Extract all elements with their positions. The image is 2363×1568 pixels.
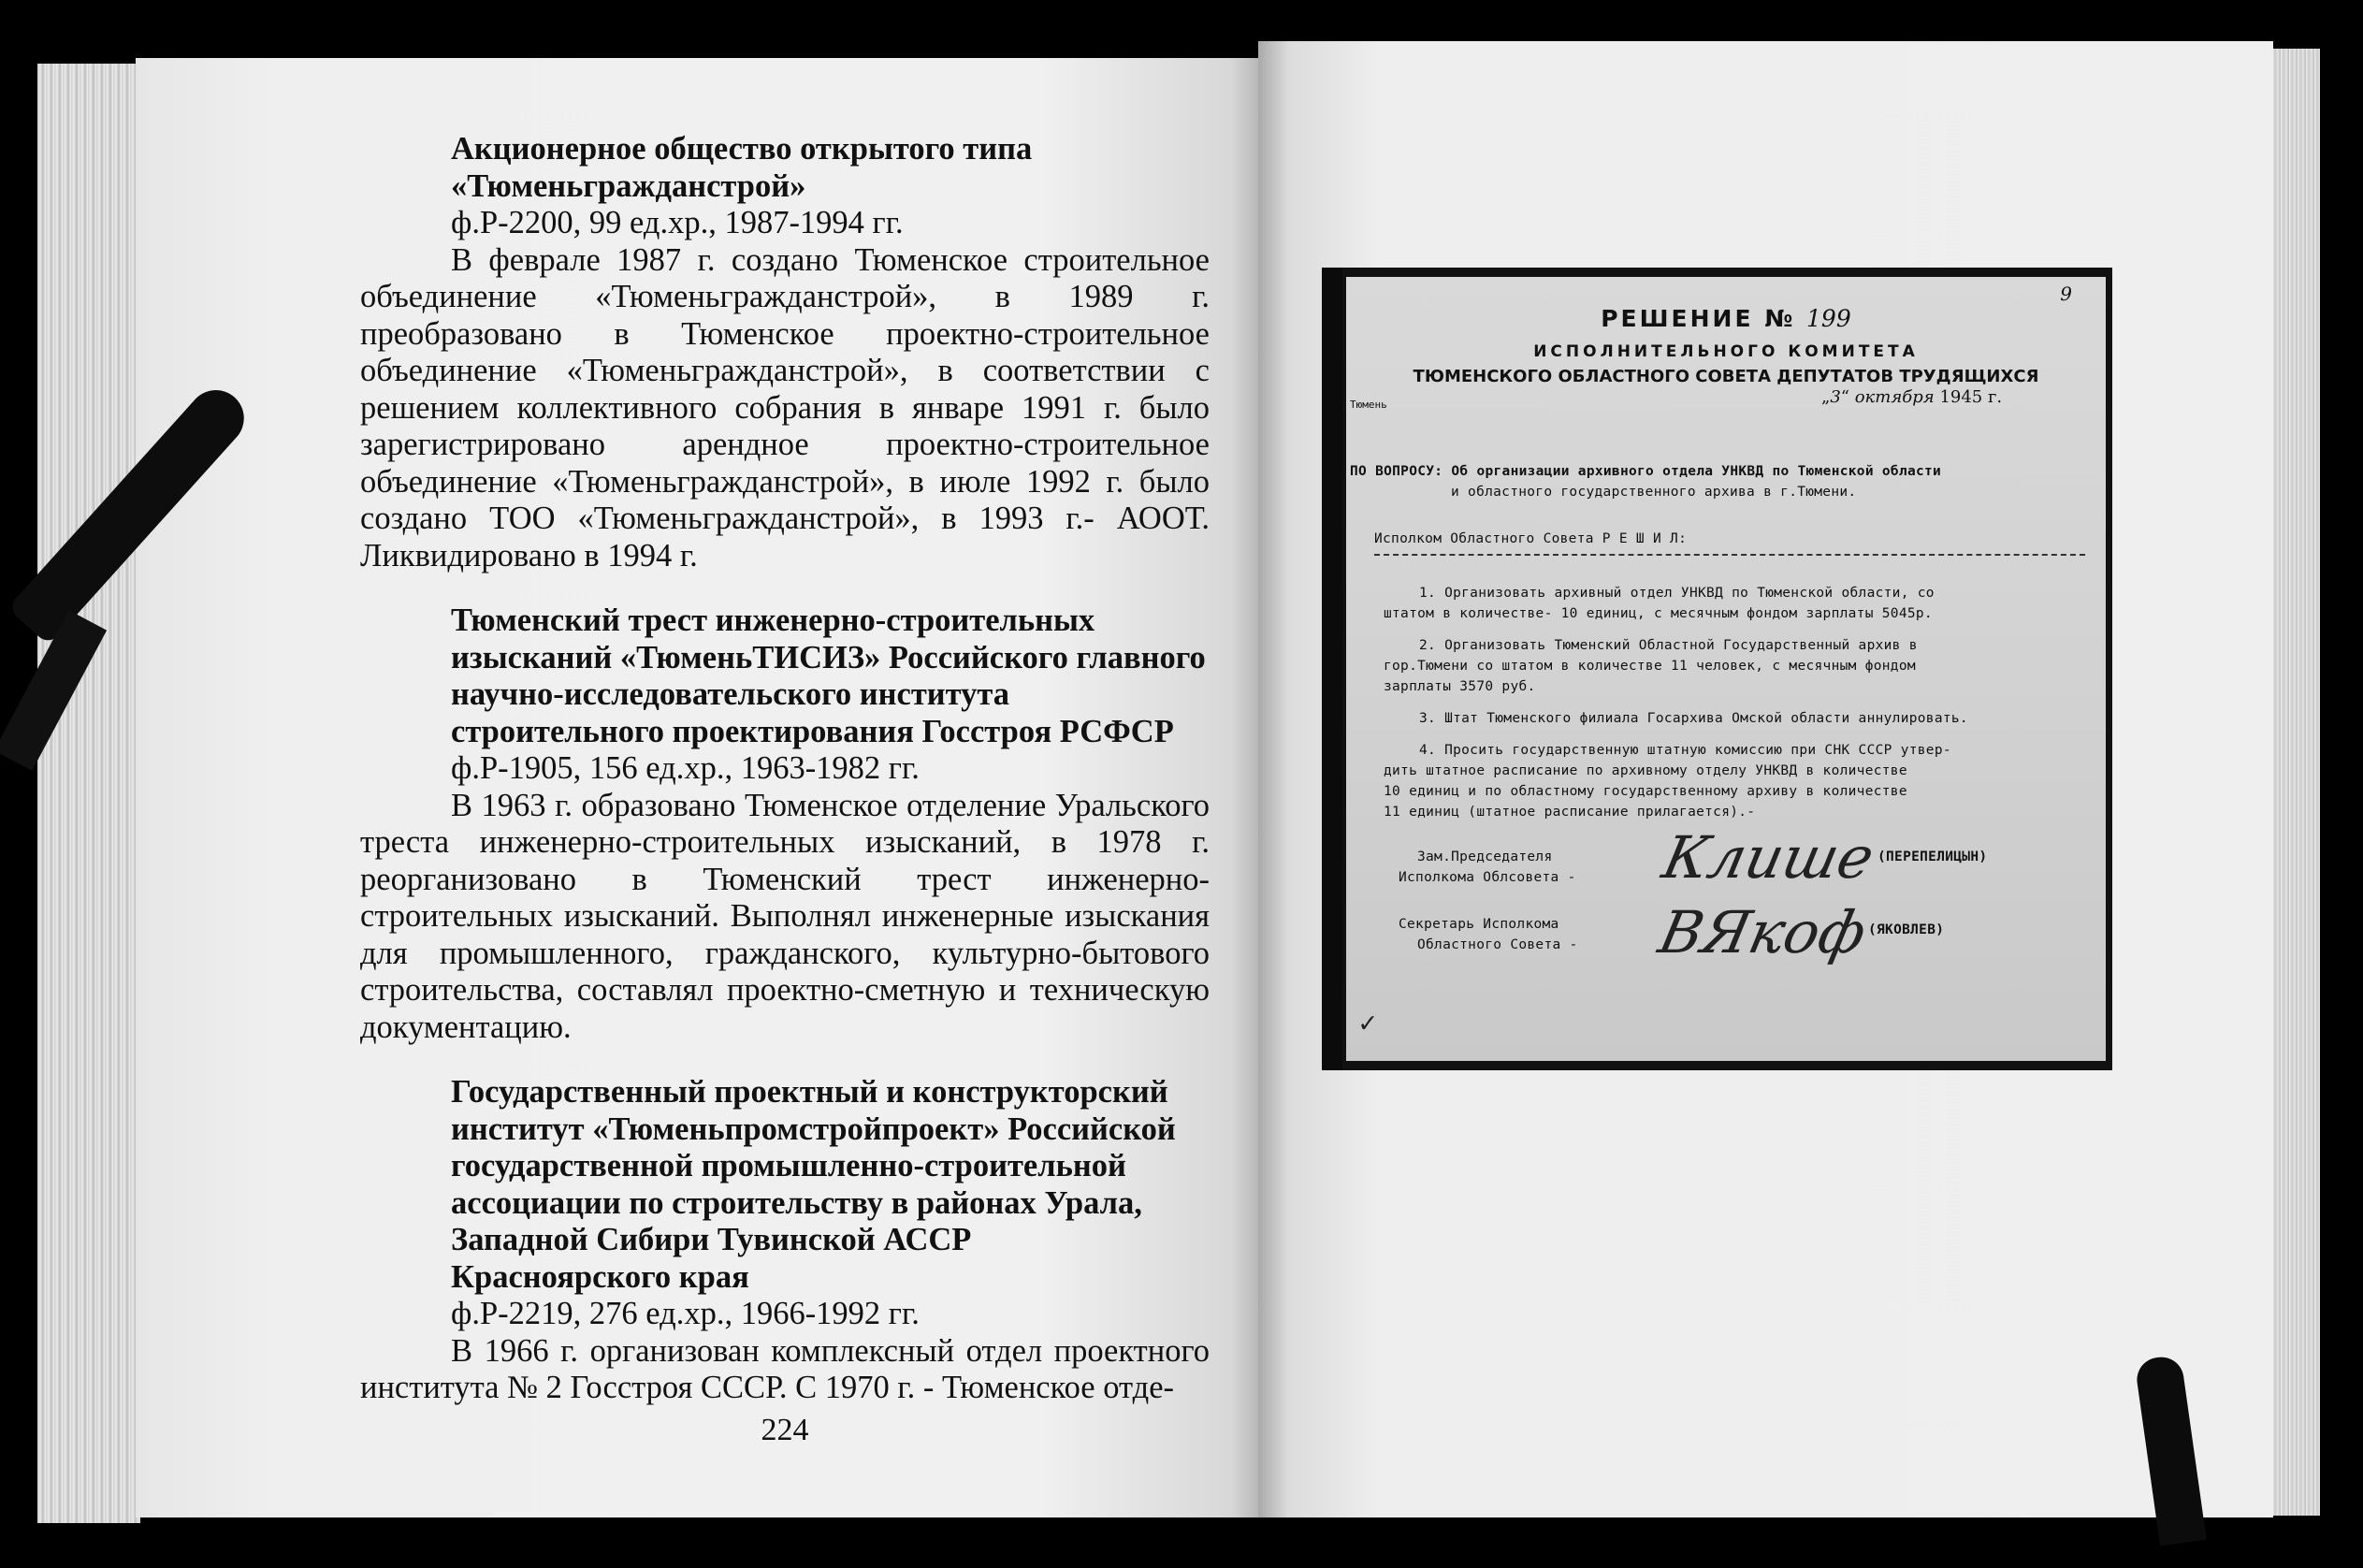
entry-title-line: ассоциации по строительству в районах Урала, [451, 1184, 1142, 1221]
entry-fond: ф.Р-1905, 156 ед.хр., 1963-1982 гг. [451, 750, 920, 786]
signatory-role-line: Зам.Председателя [1417, 849, 1553, 864]
document-decided: Исполком Областного Совета Р Е Ш И Л: [1374, 531, 1688, 546]
document-date-day: 3 [1830, 387, 1841, 407]
document-item-line: 10 единиц и по областному государственному архиву в количестве [1384, 784, 1907, 799]
document-item-line: гор.Тюмени со штатом в количестве 11 человек, с месячным фондом [1384, 659, 1916, 674]
entry-title-line: строительного проектирования Госстроя РСФСР [451, 713, 1174, 749]
document-separator [1374, 554, 2085, 556]
entry-title-line: Акционерное общество открытого типа [451, 131, 1033, 167]
entry-body: В 1963 г. образовано Тюменское отделение Уральского треста инженерно-строительных изысканий, в 1978 г. реорганизовано в Тюменский трест инженерно-строительных изысканий. Выполнял инженерные изыскания для промышленного, гражданского, культурно-бытового строительства, составлял проектно-сметную и техническую документацию. [360, 787, 1210, 1045]
document-item-line: 3. Штат Тюменского филиала Госархива Омской области аннулировать. [1419, 711, 1968, 726]
entry-title-line: институт «Тюменьпромстройпроект» Российской [451, 1111, 1176, 1147]
entry-title-line: Красноярского края [451, 1258, 749, 1295]
signatory-name: (ЯКОВЛЕВ) [1868, 922, 1945, 937]
page-number-area [360, 0, 1210, 1568]
photo-dark-edge [1322, 268, 1342, 1070]
document-item-line: 4. Просить государственную штатную комиссию при СНК СССР утвер- [1419, 743, 1951, 758]
document-item-line: 11 единиц (штатное расписание прилагается).- [1384, 805, 1756, 820]
entry-title-line: изысканий «ТюменьТИСИЗ» Российского главного [451, 639, 1206, 675]
document-item-line: 2. Организовать Тюменский Областной Государственный архив в [1419, 638, 1918, 653]
signatory-role-line: Секретарь Исполкома [1399, 917, 1559, 932]
signature-two: ВЯкоф [1653, 898, 1873, 966]
entry-title-line: «Тюменьгражданстрой» [451, 167, 806, 204]
entry-title-line: научно-исследовательского института [451, 676, 1010, 712]
document-question-line: ПО ВОПРОСУ: Об организации архивного отдела УНКВД по Тюменской области [1350, 464, 1942, 479]
document-corner-number: 9 [2060, 283, 2072, 305]
entry-title-line: Западной Сибири Тувинской АССР [451, 1222, 972, 1257]
document-date-year: 1945 г. [1939, 387, 2003, 407]
signature-one: Клише [1657, 823, 1880, 892]
entry-title-line: Тюменский трест инженерно-строительных [451, 603, 1095, 638]
document-item-line: 1. Организовать архивный отдел УНКВД по Тюменской области, со [1419, 586, 1935, 601]
decision-document [1346, 277, 2106, 1061]
document-date-month: октября [1854, 387, 1935, 407]
entry-body: В феврале 1987 г. создано Тюменское строительное объединение «Тюменьгражданстрой», в 1989 г. преобразовано в Тюменское проектно-строительное объединение «Тюменьгражданстрой», в соответствии с решением коллективного собрания в январе 1991 г. было зарегистрировано арендное проектно-строительное объединение «Тюменьгражданстрой», в июле 1992 г. было создано ТОО «Тюменьгражданстрой», в 1993 г.- АООТ. Ликвидировано в 1994 г. [360, 241, 1210, 573]
document-subheading: ТЮМЕНСКОГО ОБЛАСТНОГО СОВЕТА ДЕПУТАТОВ ТРУДЯЩИХСЯ [1413, 367, 2039, 386]
entry-fond: ф.Р-2219, 276 ед.хр., 1966-1992 гг. [451, 1296, 920, 1331]
entry-title-line: государственной промышленно-строительной [451, 1148, 1126, 1183]
entry-title-line: Государственный проектный и конструкторский [451, 1074, 1168, 1110]
document-city: Тюмень [1350, 399, 1387, 411]
page-number: 224 [761, 1413, 809, 1447]
signatory-name: (ПЕРЕПЕЛИЦЫН) [1877, 849, 1988, 864]
signatory-role-line: Областного Совета - [1417, 937, 1578, 952]
document-subheading: ИСПОЛНИТЕЛЬНОГО КОМИТЕТА [1533, 342, 1919, 361]
left-page-stack [37, 64, 140, 1523]
entry-body: В 1966 г. организован комплексный отдел проектного института № 2 Госстроя СССР. С 1970 г. - Тюменское отде- [360, 1332, 1210, 1405]
document-heading [1346, 305, 2106, 332]
entry-fond: ф.Р-2200, 99 ед.хр., 1987-1994 гг. [451, 205, 904, 240]
document-date: „3“ октября 1945 г. [1821, 387, 2003, 407]
document-item-line: зарплаты 3570 руб. [1384, 679, 1536, 694]
document-item-line: дить штатное расписание по архивному отделу УНКВД в количестве [1384, 763, 1907, 778]
archival-document-photo [1322, 268, 2112, 1070]
signatory-role-line: Исполкома Облсовета - [1399, 870, 1576, 885]
checkmark-icon: ✓ [1359, 1007, 1377, 1039]
document-question-line: и областного государственного архива в г.Тюмени. [1451, 485, 1857, 500]
document-item-line: штатом в количестве- 10 единиц, с месячным фондом зарплаты 5045р. [1384, 606, 1933, 621]
document-heading-text: РЕШЕНИЕ № [1601, 305, 1796, 332]
document-heading-number: 199 [1806, 305, 1851, 332]
